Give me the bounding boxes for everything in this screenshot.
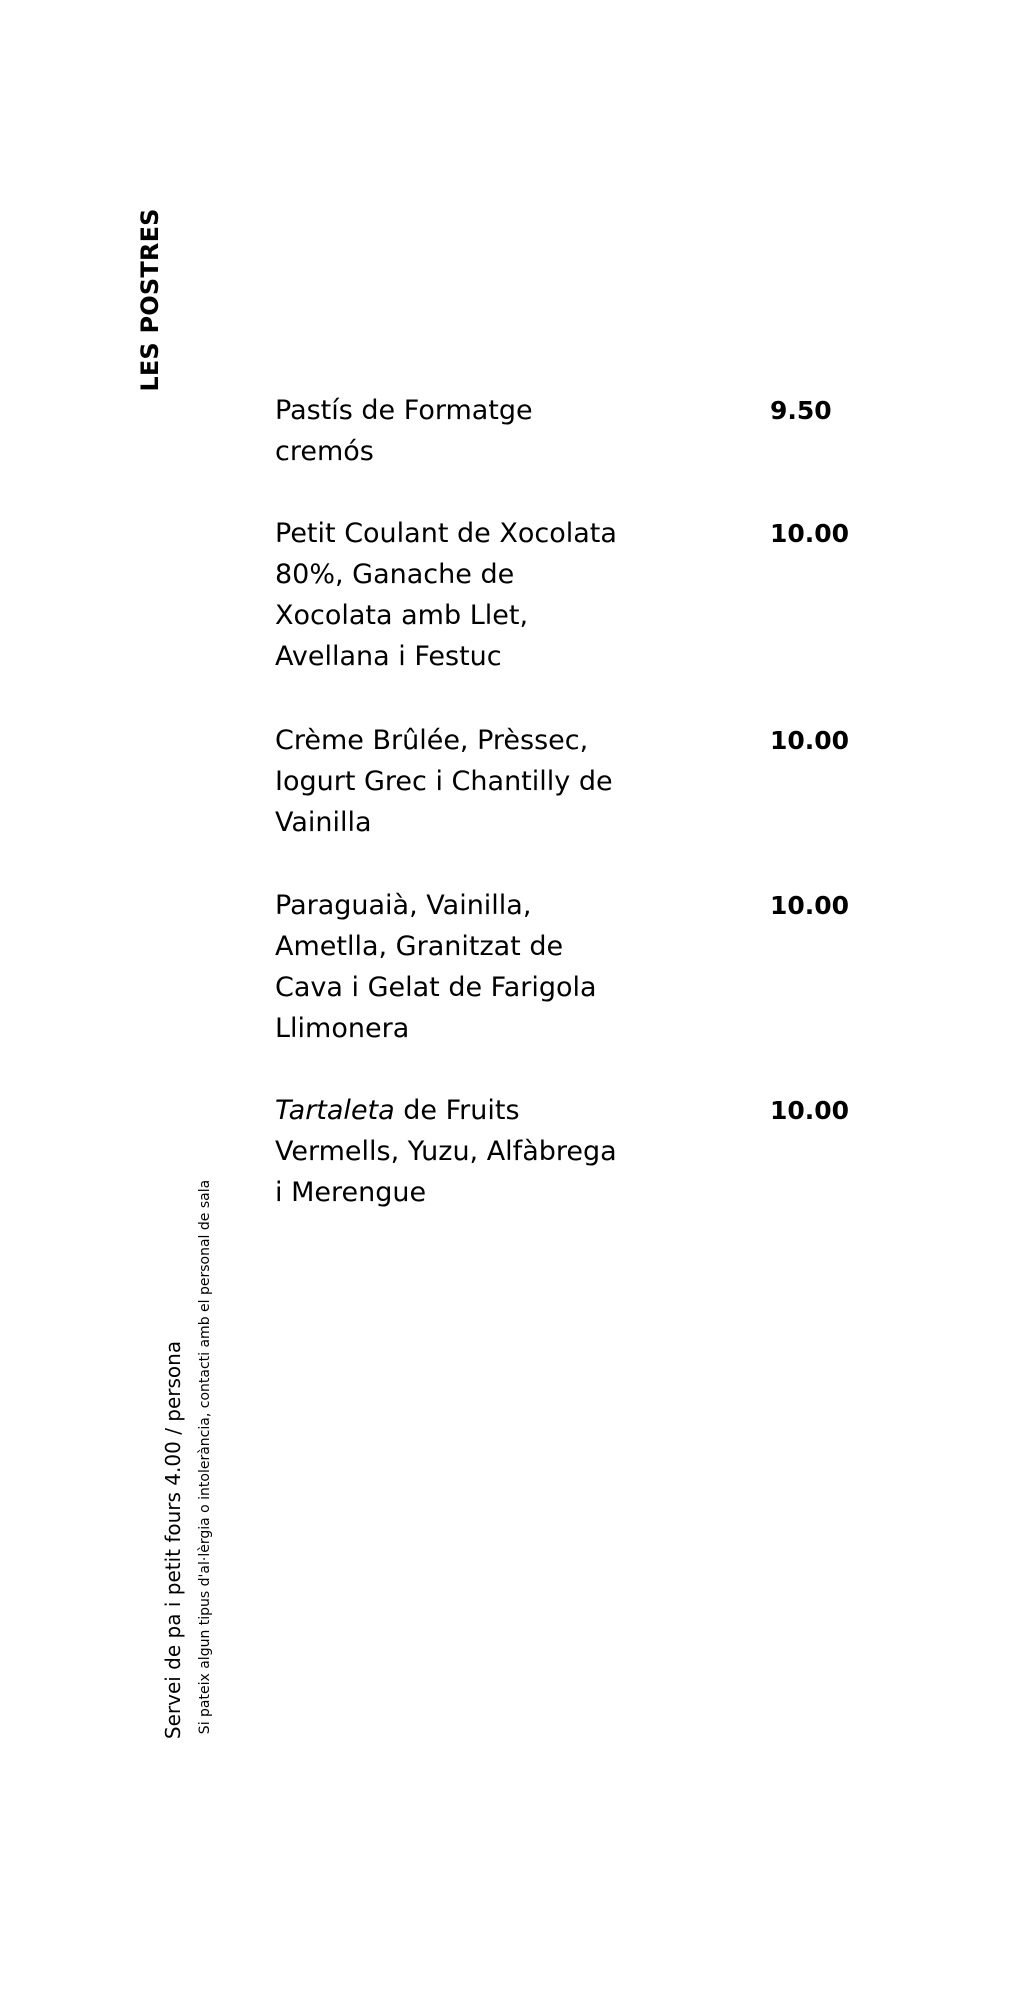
menu-item-name-text: de Fruits Vermells, Yuzu, Alfàbrega i Merengue	[275, 1095, 617, 1208]
menu-item-name	[275, 885, 625, 1049]
menu-item	[275, 885, 855, 1090]
menu-item-name-text: Paraguaià, Vainilla, Ametlla, Granitzat de Cava i Gelat de Farigola Llimonera	[275, 890, 597, 1044]
menu-item-price: 10.00	[770, 891, 850, 920]
menu-item-name: Crème Brûlée, Prèssec, Iogurt Grec i Chantilly de Vainilla	[275, 725, 613, 838]
menu-item-price: 10.00	[770, 519, 850, 548]
menu-item	[275, 513, 855, 720]
menu-item-price: 9.50	[770, 396, 832, 425]
bread-service-note: Servei de pa i petit fours 4.00 / persona	[161, 1340, 185, 1740]
menu-item-price: 10.00	[770, 726, 850, 755]
menu-item-name	[275, 1090, 625, 1213]
section-title: LES POSTRES	[136, 208, 164, 392]
menu-item	[275, 390, 855, 513]
menu-item-name: Petit Coulant de Xocolata 80%, Ganache de Xocolata amb Llet, Avellana i Festuc	[275, 518, 617, 672]
menu-item	[275, 720, 855, 885]
menu-item	[275, 1090, 855, 1220]
allergy-note: Si pateix algun tipus d'al·lèrgia o intolerància, contacti amb el personal de sala	[197, 1179, 213, 1735]
menu-item-name-italic: Tartaleta	[275, 1095, 395, 1126]
menu-item-name: Pastís de Formatge cremós	[275, 395, 533, 467]
dessert-menu-list	[275, 390, 855, 1220]
menu-item-price: 10.00	[770, 1096, 850, 1125]
